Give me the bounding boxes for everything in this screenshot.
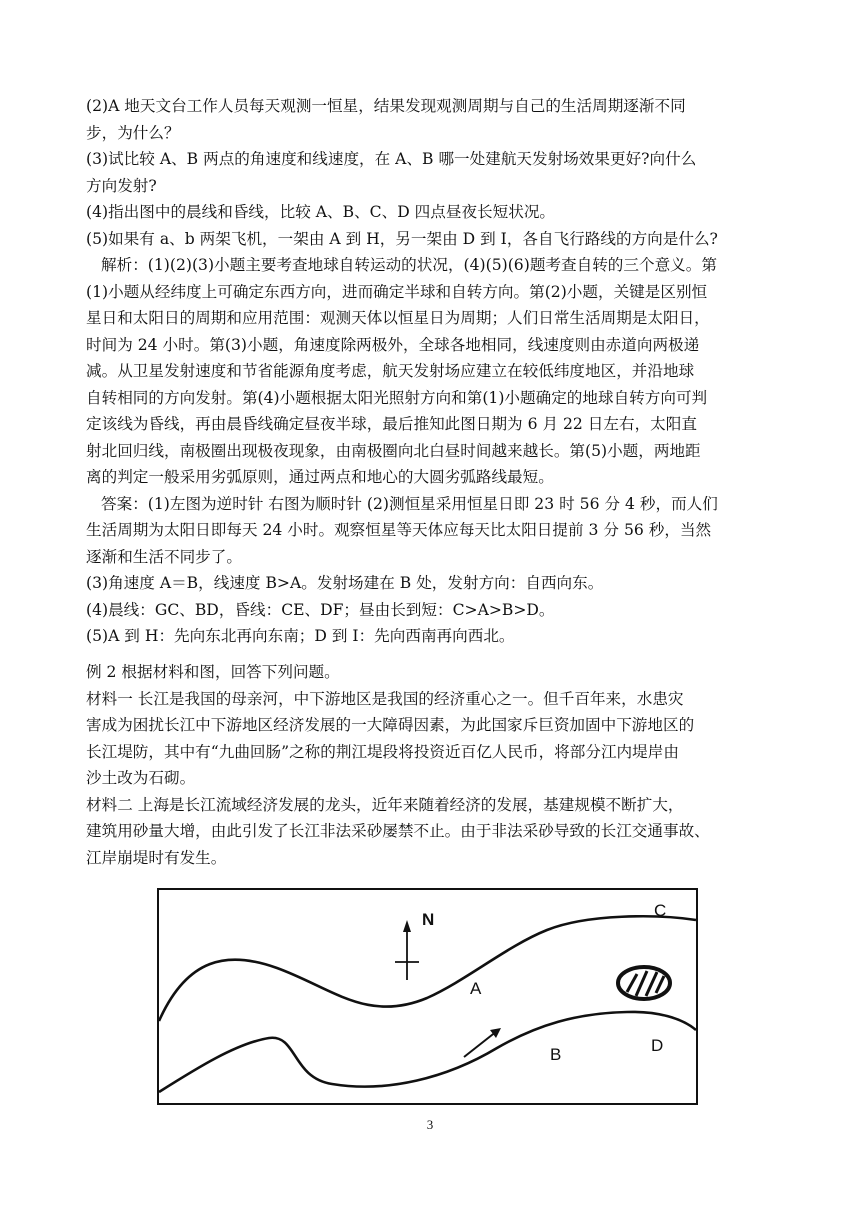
material-2-line: 材料二 上海是长江流域经济发展的龙头，近年来随着经济的发展，基建规模不断扩大， [86, 795, 684, 814]
question-2-line-1: (2)A 地天文台工作人员每天观测一恒星，结果发现观测周期与自己的生活周期逐渐不同 [86, 97, 686, 115]
answer-line: 逐渐和生活不同步了。 [86, 547, 242, 566]
answer-line: (3)角速度 A＝B，线速度 B>A。发射场建在 B 处，发射方向：自西向东。 [86, 574, 604, 592]
question-3-line-1: (3)试比较 A、B 两点的角速度和线速度，在 A、B 哪一处建航天发射场效果更好?向什么 [86, 150, 697, 168]
point-d-label: D [651, 1036, 664, 1055]
analysis-line: 定该线为昏线，再由晨昏线确定昼夜半球，最后推知此图日期为 6 月 22 日左右，太阳直 [86, 415, 697, 433]
question-block [86, 93, 776, 650]
analysis-line: 自转相同的方向发射。第(4)小题根据太阳光照射方向和第(1)小题确定的地球自转方向可判 [86, 388, 708, 407]
example-2-heading: 例 2 根据材料和图，回答下列问题。 [86, 663, 340, 681]
analysis-line: (1)小题从经纬度上可确定东西方向，进而确定半球和自转方向。第(2)小题，关键是区别恒 [86, 282, 708, 301]
analysis-line: 射北回归线，南极圈出现极夜现象，由南极圈向北白昼时间越来越长。第(5)小题，两地距 [86, 441, 701, 460]
material-1-line: 害成为困扰长江中下游地区经济发展的一大障碍因素，为此国家斥巨资加固中下游地区的 [86, 716, 695, 734]
analysis-line: 星日和太阳日的周期和应用范围：观测天体以恒星日为周期；人们日常生活周期是太阳日， [86, 309, 710, 327]
material-2-line: 建筑用砂量大增，由此引发了长江非法采砂屡禁不止。由于非法采砂导致的长江交通事故、 [86, 822, 710, 840]
material-1-line: 材料一 长江是我国的母亲河，中下游地区是我国的经济重心之一。但千百年来，水患灾 [86, 689, 684, 708]
answer-line: 答案：(1)左图为逆时针 右图为顺时针 (2)测恒星采用恒星日即 23 时 56 分 4 秒，而人们 [101, 494, 718, 513]
example-2-block [86, 659, 776, 871]
answer-line: (5)A 到 H：先向东北再向东南；D 到 I：先向西南再向西北。 [86, 627, 515, 645]
analysis-line: 减。从卫星发射速度和节省能源角度考虑，航天发射场应建立在较低纬度地区，并沿地球 [86, 362, 695, 380]
question-4: (4)指出图中的晨线和昏线，比较 A、B、C、D 四点昼夜长短状况。 [86, 203, 556, 221]
north-label: N [422, 910, 435, 929]
hatched-island-icon [618, 967, 670, 999]
river-map-figure [157, 888, 698, 1105]
material-1-line: 沙土改为石砌。 [86, 769, 196, 787]
point-b-label: B [550, 1045, 562, 1064]
material-2-line: 江岸崩堤时有发生。 [86, 848, 227, 867]
analysis-line: 解析：(1)(2)(3)小题主要考查地球自转运动的状况，(4)(5)(6)题考查自转的三个意义。第 [101, 256, 717, 274]
analysis-line: 时间为 24 小时。第(3)小题，角速度除两极外，全球各地相同，线速度则由赤道向两极递 [86, 335, 700, 354]
point-a-label: A [470, 979, 482, 998]
question-2-line-2: 步，为什么？ [86, 123, 180, 142]
point-c-label: C [654, 901, 667, 920]
analysis-line: 离的判定一般采用劣弧原则，通过两点和地心的大圆劣弧路线最短。 [86, 468, 554, 486]
question-5: (5)如果有 a、b 两架飞机，一架由 A 到 H，另一架由 D 到 I，各自飞行路线的方向是什么? [86, 229, 718, 248]
answer-line: 生活周期为太阳日即每天 24 小时。观察恒星等天体应每天比太阳日提前 3 分 56 秒，当然 [86, 521, 712, 539]
page-number: 3 [426, 1117, 434, 1132]
question-3-line-2: 方向发射? [86, 176, 157, 195]
river-map [157, 888, 698, 1105]
answer-line: (4)晨线：GC、BD，昏线：CE、DF；昼由长到短：C>A>B>D。 [86, 600, 555, 619]
material-1-line: 长江堤防，其中有“九曲回肠”之称的荆江堤段将投资近百亿人民币，将部分江内堤岸由 [86, 742, 679, 761]
